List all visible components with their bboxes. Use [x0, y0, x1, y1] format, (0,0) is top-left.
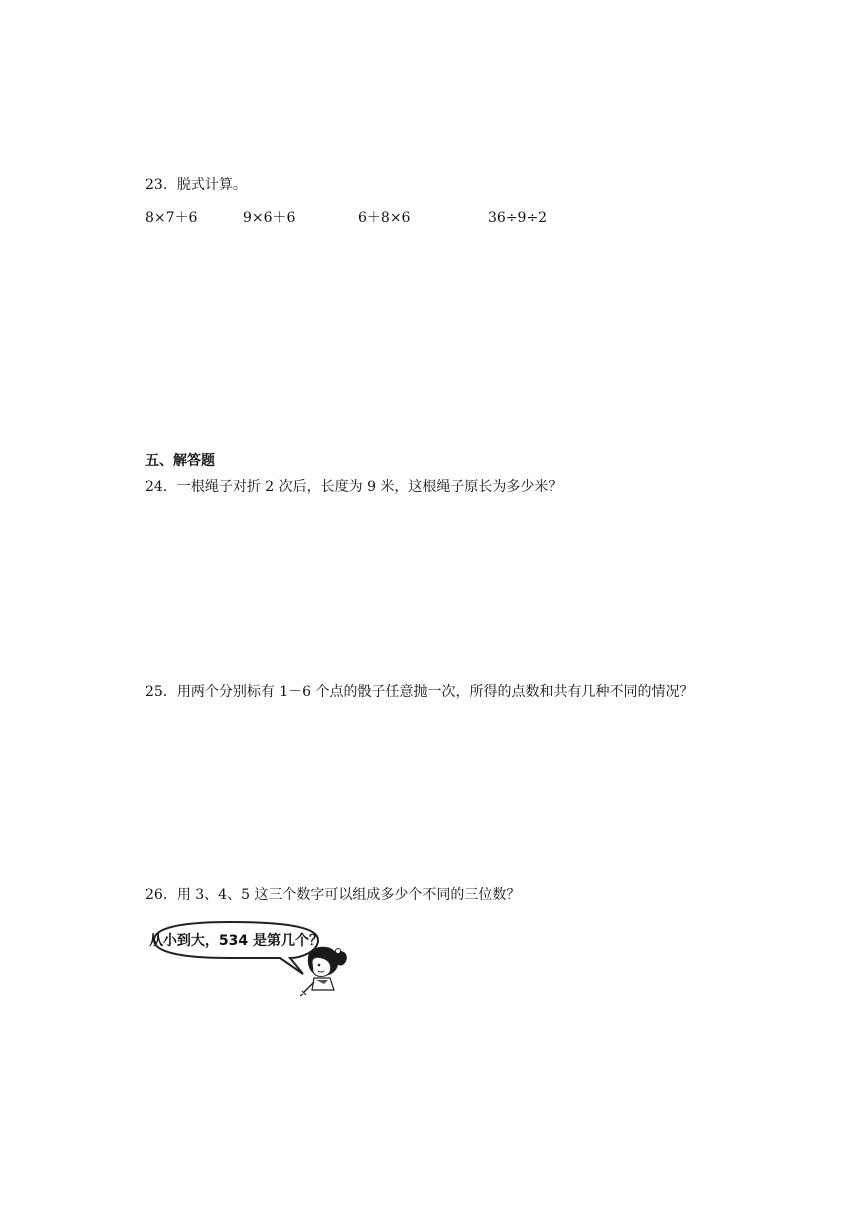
question-26: 26．用 3、4、5 这三个数字可以组成多少个不同的三位数？ [145, 887, 521, 903]
expression-1: 8×7＋6 [145, 210, 198, 226]
expression-2: 9×6＋6 [243, 210, 296, 226]
expression-3: 6＋8×6 [358, 210, 411, 226]
expression-4: 36÷9÷2 [488, 210, 548, 226]
question-24: 24．一根绳子对折 2 次后，长度为 9 米，这根绳子原长为多少米？ [145, 479, 563, 495]
speech-bubble-text: 从小到大，534 是第几个？ [148, 933, 324, 949]
question-23-title: 23．脱式计算。 [145, 177, 247, 193]
speech-bubble-illustration [140, 918, 360, 1002]
section-heading: 五、解答题 [145, 453, 215, 469]
question-25: 25．用两个分别标有 1－6 个点的骰子任意抛一次，所得的点数和共有几种不同的情况？ [145, 684, 694, 700]
